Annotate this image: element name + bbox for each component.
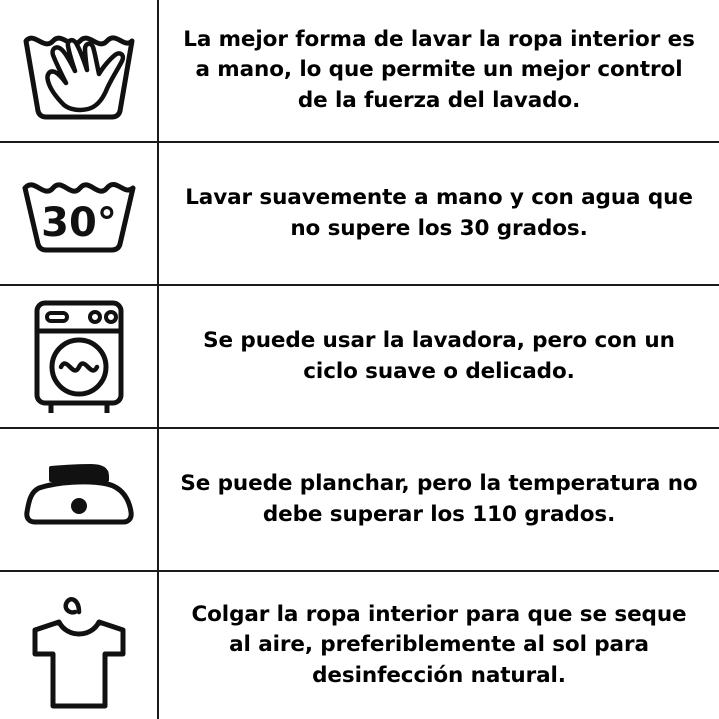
icon-cell-iron <box>0 429 159 570</box>
care-instruction-text: Colgar la ropa interior para que se seque al aire, preferiblemente al sol para desinfección natural. <box>191 601 687 688</box>
table-row <box>0 0 719 143</box>
table-row <box>0 429 719 572</box>
care-instruction-text: Se puede usar la lavadora, pero con un ciclo suave o delicado. <box>203 327 675 384</box>
icon-temperature-label: 30° <box>40 199 117 246</box>
table-row <box>0 286 719 429</box>
care-instruction-text: Lavar suavemente a mano y con agua que no supere los 30 grados. <box>185 184 693 241</box>
icon-cell-washing-machine <box>0 286 159 427</box>
table-row <box>0 143 719 286</box>
table-row <box>0 572 719 719</box>
text-cell <box>159 286 719 427</box>
icon-cell-wash-30 <box>0 143 159 284</box>
text-cell <box>159 143 719 284</box>
iron-icon <box>17 454 141 546</box>
care-instruction-text: Se puede planchar, pero la temperatura no debe superar los 110 grados. <box>180 470 698 527</box>
care-instruction-text: La mejor forma de lavar la ropa interior es a mano, lo que permite un mejor control de la fuerza del lavado. <box>183 26 695 113</box>
text-cell <box>159 0 719 141</box>
wash-basin-30-degrees-icon <box>19 172 139 256</box>
icon-cell-hang-dry <box>0 572 159 719</box>
hang-dry-shirt-hanger-icon <box>17 582 141 710</box>
text-cell <box>159 429 719 570</box>
washing-machine-icon <box>27 297 131 417</box>
icon-cell-hand-wash <box>0 0 159 141</box>
hand-wash-basin-icon <box>20 19 138 123</box>
text-cell <box>159 572 719 719</box>
